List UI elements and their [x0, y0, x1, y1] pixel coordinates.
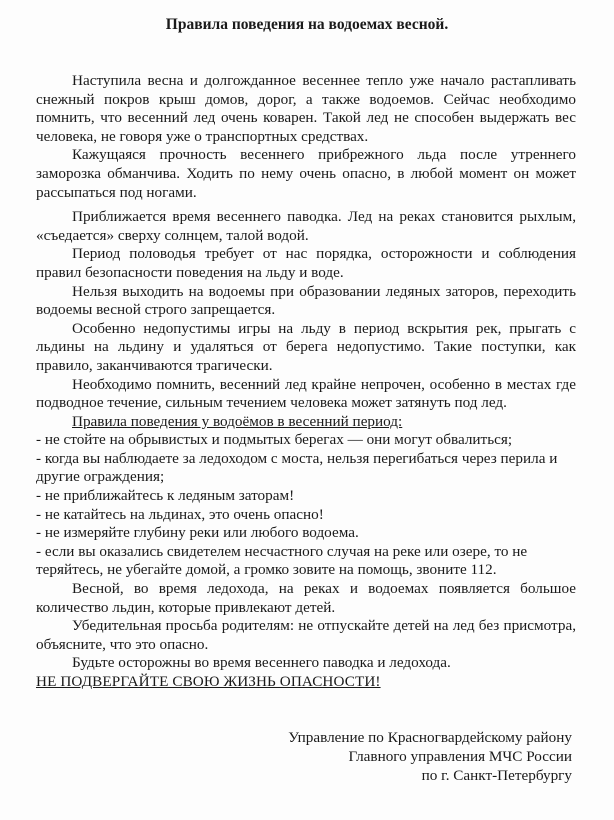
rules-heading: Правила поведения у водоёмов в весенний период: — [72, 412, 403, 430]
signature-line: Управление по Красногвардейскому району — [288, 729, 572, 746]
rule-item: - не измеряйте глубину реки или любого водоема. — [36, 524, 359, 542]
rule-item: - когда вы наблюдаете за ледоходом с моста, нельзя перегибаться через перила и другие ограждения; — [36, 449, 558, 486]
paragraph-ice-jams: Нельзя выходить на водоемы при образовании ледяных заторов, переходить водоемы весной строго запрещается. — [36, 282, 576, 319]
rule-item: - не катайтесь на льдинах, это очень опасно! — [36, 505, 324, 523]
paragraph-games: Особенно недопустимы игры на льду в период вскрытия рек, прыгать с льдины на льдину и удаляться от берега недопустимо. Такие поступки, как правило, заканчиваются трагически. — [36, 319, 576, 374]
paragraph-ice-drift: Весной, во время ледохода, на реках и водоемах появляется большое количество льдин, которые привлекают детей. — [36, 580, 576, 616]
paragraph-parents: Убедительная просьба родителям: не отпускайте детей на лед без присмотра, объясните, что это опасно. — [36, 617, 576, 653]
warning-text: НЕ ПОДВЕРГАЙТЕ СВОЮ ЖИЗНЬ ОПАСНОСТИ! — [36, 673, 381, 690]
paragraph-flood: Приближается время весеннего паводка. Лед на реках становится рыхлым, «съедается» сверху солнцем, талой водой. — [36, 208, 576, 244]
rule-item: - не стойте на обрывистых и подмытых берегах — они могут обвалиться; — [36, 431, 513, 449]
document-body — [36, 72, 576, 692]
document-title: Правила поведения на водоемах весной. — [165, 16, 449, 33]
paragraph-be-careful: Будьте осторожны во время весеннего паводка и ледохода. — [72, 654, 451, 672]
paragraph-flood-period: Период половодья требует от нас порядка, осторожности и соблюдения правил безопасности поведения на льду и воде. — [36, 245, 576, 281]
signature-line: Главного управления МЧС России — [348, 748, 572, 765]
rule-item: - если вы оказались свидетелем несчастного случая на реке или озере, то не теряйтесь, не убегайте домой, а громко зовите на помощь, звоните 112. — [36, 542, 528, 579]
paragraph-current: Необходимо помнить, весенний лед крайне непрочен, особенно в местах где подводное течение, сильным течением человека может затянуть под лед. — [36, 375, 576, 412]
paragraph-ice-deceptive: Кажущаяся прочность весеннего прибрежного льда после утреннего заморозка обманчива. Ходить по нему очень опасно, в любой момент он может рассыпаться под ногами. — [36, 146, 576, 201]
rule-item: - не приближайтесь к ледяным заторам! — [36, 487, 295, 505]
signature-line: по г. Санкт-Петербургу — [421, 767, 572, 784]
paragraph-intro: Наступила весна и долгожданное весеннее тепло уже начало растапливать снежный покров крыш домов, дорог, а также водоемов. Сейчас необходимо помнить, что весенний лед очень коварен. Такой лед не способен выдержать вес человека, не говоря уже о транспортных средствах. — [36, 72, 576, 145]
signature-block — [288, 728, 572, 785]
